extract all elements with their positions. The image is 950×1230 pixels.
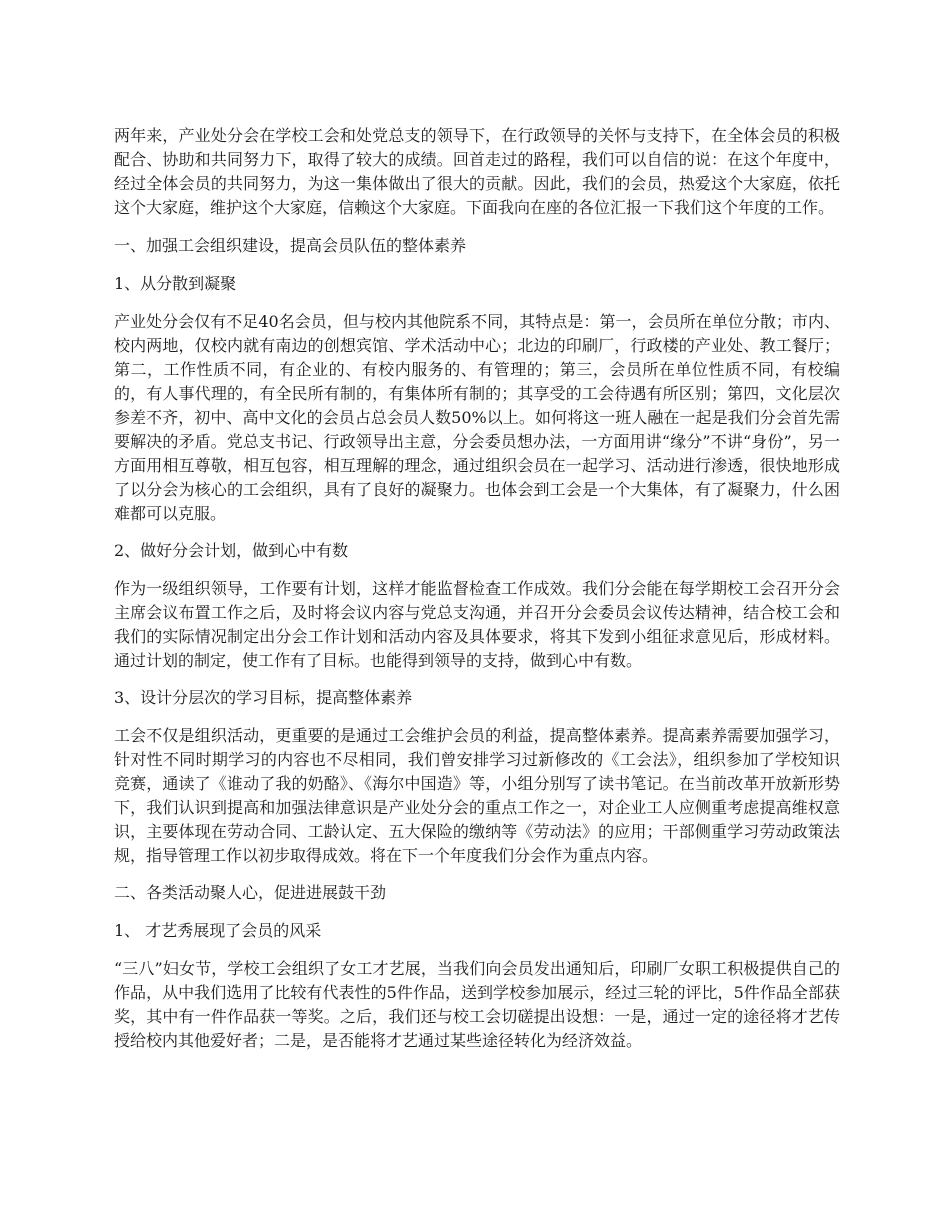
intro-paragraph: 两年来，产业处分会在学校工会和处党总支的领导下，在行政领导的关怀与支持下，在全体会员的积极配合、协助和共同努力下，取得了较大的成绩。回首走过的路程，我们可以自信的说：在这个年度中，经过全体会员的共同努力，为这一集体做出了很大的贡献。因此，我们的会员，热爱这个大家庭，依托这个大家庭，维护这个大家庭，信赖这个大家庭。下面我向在座的各位汇报一下我们这个年度的工作。 bbox=[114, 126, 840, 217]
section-2-heading: 二、各类活动聚人心，促进进展鼓干劲 bbox=[114, 883, 387, 902]
document-page bbox=[114, 124, 840, 1053]
item-1-3-heading: 3、设计分层次的学习目标，提高整体素养 bbox=[114, 688, 413, 707]
item-1-2-paragraph: 作为一级组织领导，工作要有计划，这样才能监督检查工作成效。我们分会能在每学期校工会召开分会主席会议布置工作之后，及时将会议内容与党总支沟通，并召开分会委员会议传达精神，结合校工会和我们的实际情况制定出分会工作计划和活动内容及具体要求，将其下发到小组征求意见后，形成材料。通过计划的制定，使工作有了目标。也能得到领导的支持，做到心中有数。 bbox=[114, 579, 840, 670]
section-1-heading: 一、加强工会组织建设，提高会员队伍的整体素养 bbox=[114, 236, 467, 255]
item-2-1-paragraph: “三八”妇女节，学校工会组织了女工才艺展，当我们向会员发出通知后，印刷厂女职工积极提供自己的作品，从中我们选用了比较有代表性的5件作品，送到学校参加展示，经过三轮的评比，5件作品全部获奖，其中有一件作品获一等奖。之后，我们还与校工会切磋提出设想：一是，通过一定的途径将才艺传授给校内其他爱好者；二是，是否能将才艺通过某些途径转化为经济效益。 bbox=[114, 959, 840, 1050]
item-1-1-paragraph: 产业处分会仅有不足40名会员，但与校内其他院系不同，其特点是：第一，会员所在单位分散；市内、校内两地，仅校内就有南边的创想宾馆、学术活动中心；北边的印刷厂，行政楼的产业处、教工餐厅；第二，工作性质不同，有企业的、有校内服务的、有管理的；第三，会员所在单位性质不同，有校编的，有人事代理的，有全民所有制的，有集体所有制的；其享受的工会待遇有所区别；第四，文化层次参差不齐，初中、高中文化的会员占总会员人数50%以上。如何将这一班人融在一起是我们分会首先需要解决的矛盾。党总支书记、行政领导出主意，分会委员想办法，一方面用讲“缘分”不讲“身份”，另一方面用相互尊敬，相互包容，相互理解的理念，通过组织会员在一起学习、活动进行渗透，很快地形成了以分会为核心的工会组织，具有了良好的凝聚力。也体会到工会是一个大集体，有了凝聚力，什么困难都可以克服。 bbox=[114, 312, 840, 523]
item-1-1-heading: 1、从分散到凝聚 bbox=[114, 274, 237, 293]
item-1-2-heading: 2、做好分会计划，做到心中有数 bbox=[114, 541, 349, 560]
item-2-1-heading: 1、 才艺秀展现了会员的风采 bbox=[114, 921, 322, 940]
item-1-3-paragraph: 工会不仅是组织活动，更重要的是通过工会维护会员的利益，提高整体素养。提高素养需要加强学习，针对性不同时期学习的内容也不尽相同，我们曾安排学习过新修改的《工会法》，组织参加了学校知识竞赛，通读了《谁动了我的奶酪》、《海尔中国造》等，小组分别写了读书笔记。在当前改革开放新形势下，我们认识到提高和加强法律意识是产业处分会的重点工作之一，对企业工人应侧重考虑提高维权意识，主要体现在劳动合同、工龄认定、五大保险的缴纳等《劳动法》的应用；干部侧重学习劳动政策法规，指导管理工作以初步取得成效。将在下一个年度我们分会作为重点内容。 bbox=[114, 726, 840, 865]
